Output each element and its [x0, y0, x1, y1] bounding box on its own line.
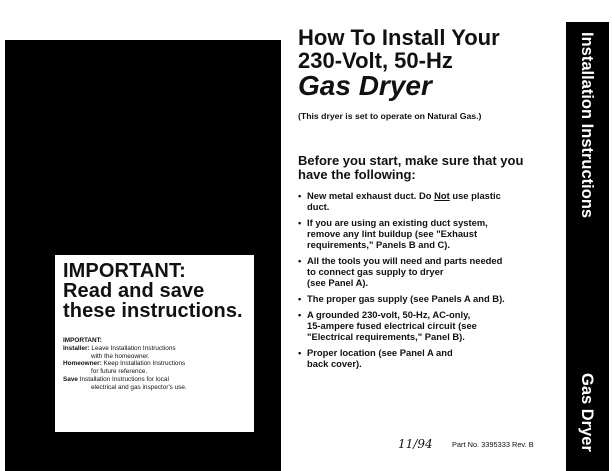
- list-item: [298, 293, 560, 304]
- important-notice-box: [55, 255, 254, 432]
- list-item-line: • Proper location (see Panel A and: [307, 347, 453, 358]
- installer-text: Leave Installation Instructions: [91, 344, 176, 352]
- title-line-product: Gas Dryer: [298, 70, 432, 101]
- list-item-line: (see Panel A).: [307, 277, 369, 288]
- side-label-installation: Installation Instructions: [578, 32, 596, 219]
- important-detail: [63, 337, 248, 392]
- save-label: Save: [63, 375, 78, 383]
- list-item-line: • A grounded 230-volt, 50-Hz, AC-only,: [307, 309, 471, 320]
- before-you-start-heading: [298, 154, 588, 182]
- list-item-line: remove any lint buildup (see "Exhaust: [307, 228, 478, 239]
- title-line: How To Install Your: [298, 25, 500, 50]
- requirements-list: [298, 190, 560, 374]
- before-heading-line: Before you start, make sure that you: [298, 153, 524, 168]
- save-note: [63, 376, 248, 384]
- item-text: New metal exhaust duct. Do: [307, 190, 435, 201]
- list-item: [298, 347, 560, 369]
- page-title: [298, 26, 500, 100]
- handwritten-date: 11/94: [398, 437, 433, 451]
- list-item-line: • The proper gas supply (see Panels A and B).: [307, 293, 505, 304]
- list-item-line: to connect gas supply to dryer: [307, 266, 444, 277]
- save-text-cont: electrical and gas inspector's use.: [91, 383, 187, 391]
- before-heading-line: have the following:: [298, 167, 416, 182]
- list-item-line: back cover).: [307, 358, 362, 369]
- list-item-line: requirements," Panels B and C).: [307, 239, 451, 250]
- list-item: [298, 217, 560, 250]
- important-heading: [63, 261, 248, 321]
- installer-text-cont: with the homeowner.: [91, 352, 150, 360]
- list-item: [298, 255, 560, 288]
- homeowner-text-cont: for future reference.: [91, 368, 148, 376]
- homeowner-label: Homeowner:: [63, 360, 102, 368]
- list-item-line: duct.: [307, 201, 330, 212]
- not-emphasis: Not: [434, 190, 450, 201]
- important-sub-heading: IMPORTANT:: [63, 337, 102, 344]
- list-item-line: • If you are using an existing duct system,: [307, 217, 488, 228]
- important-heading-line: Read and save: [63, 280, 205, 302]
- list-item-line: 15-ampere fused electrical circuit (see: [307, 320, 477, 331]
- item-text: use plastic: [449, 190, 501, 201]
- installer-label: Installer:: [63, 344, 90, 352]
- save-text: Installation Instructions for local: [79, 375, 169, 383]
- homeowner-note: [63, 360, 248, 368]
- part-number: Part No. 3395333 Rev. B: [452, 440, 534, 449]
- gas-type-note: (This dryer is set to operate on Natural Gas.): [298, 111, 482, 121]
- side-label-product: Gas Dryer: [578, 373, 596, 452]
- installer-note: [63, 345, 248, 353]
- list-item-line: [307, 190, 560, 201]
- list-item: [298, 190, 560, 212]
- list-item-line: "Electrical requirements," Panel B).: [307, 331, 465, 342]
- list-item: [298, 309, 560, 342]
- list-item-line: • All the tools you will need and parts needed: [307, 255, 503, 266]
- important-heading-line: these instructions.: [63, 300, 243, 322]
- title-line: 230-Volt, 50-Hz: [298, 48, 453, 73]
- important-heading-line: IMPORTANT:: [63, 260, 186, 282]
- homeowner-text: Keep Installation Instructions: [103, 360, 186, 368]
